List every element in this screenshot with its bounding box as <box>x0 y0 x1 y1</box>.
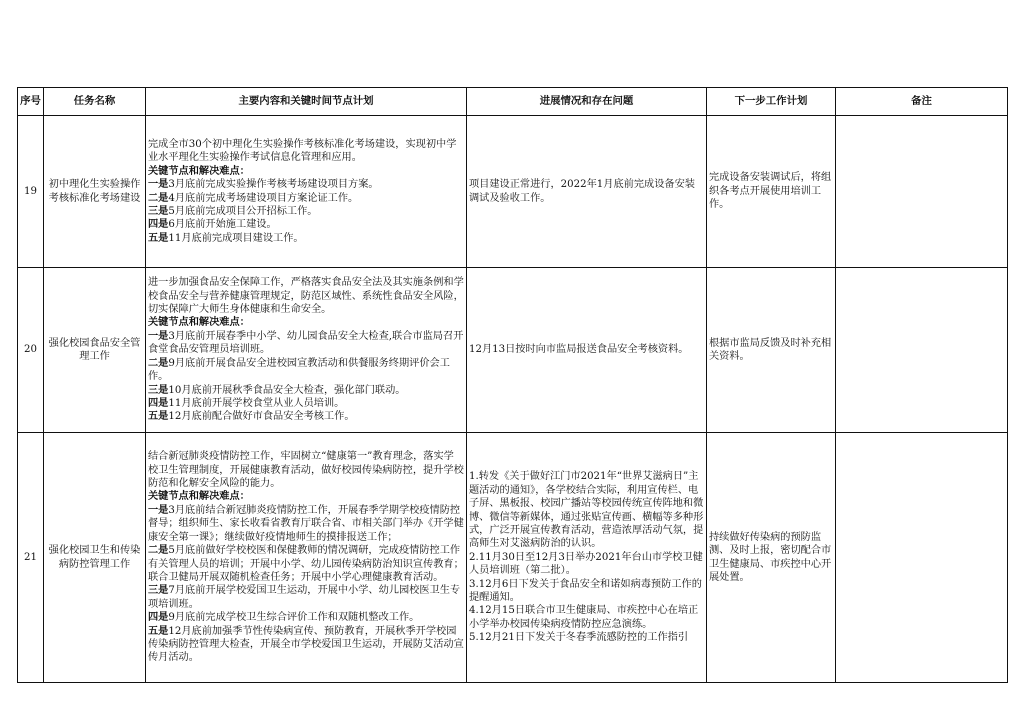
node-lead: 二是 <box>148 356 169 369</box>
row-next-plan: 持续做好传染病的预防监测、及时上报，密切配合市卫生健康局、市疾控中心开展处置。 <box>707 433 836 683</box>
node-lead: 五是 <box>148 231 169 244</box>
node-item <box>148 397 464 410</box>
node-item <box>148 192 464 205</box>
node-lead: 二是 <box>148 544 169 557</box>
key-nodes-label: 关键节点和解决难点： <box>148 490 250 503</box>
node-item <box>148 357 464 384</box>
node-lead: 四是 <box>148 218 169 231</box>
node-text: 12月底前加强季节性传染病宣传、预防教育，开展秋季开学校园传染病防控管理大检查，开展全市学校爱国卫生运动，开展防艾活动宣传月活动。 <box>148 625 464 664</box>
row-next-plan: 根据市监局反馈及时补充相关资料。 <box>707 268 836 433</box>
node-text: 3月底前开展春季中小学、幼儿园食品安全大检查,联合市监局召开食堂食品安管理员培训班。 <box>148 330 464 356</box>
node-lead: 三是 <box>148 383 169 396</box>
progress-item: 5.12月21日下发关于冬春季流感防控的工作指引 <box>469 632 689 644</box>
header-plan: 主要内容和关键时间节点计划 <box>146 88 467 116</box>
plan-intro: 结合新冠肺炎疫情防控工作，牢固树立“健康第一”教育理念，落实学校卫生管理制度，开展健康教育活动，做好校园传染病防控，提升学校防范和化解安全风险的能力。 <box>148 451 464 490</box>
node-text: 9月底前完成学校卫生综合评价工作和双随机整改工作。 <box>168 612 420 624</box>
header-progress: 进展情况和存在问题 <box>467 88 707 116</box>
node-item <box>148 625 464 665</box>
node-item <box>148 384 464 397</box>
table-row <box>18 433 1008 683</box>
progress-item: 2.11月30日至12月3日举办2021年台山市学校卫健人员培训班（第二批）。 <box>469 551 703 577</box>
header-seq: 序号 <box>18 88 44 116</box>
key-nodes-label: 关键节点和解决难点： <box>148 164 250 177</box>
node-text: 7月底前开展学校爱国卫生运动，开展中小学、幼儿园校医卫生专项培训班。 <box>148 585 461 610</box>
node-text: 11月底前完成项目建设工作。 <box>168 232 304 244</box>
node-text: 10月底前开展秋季食品安全大检查，强化部门联动。 <box>168 384 406 396</box>
table-row <box>18 268 1008 433</box>
row-remark <box>836 268 1008 433</box>
plan-intro: 完成全市30个初中理化生实验操作考核标准化考场建设，实现初中学业水平理化生实验操作考试信息化管理和应用。 <box>148 138 457 164</box>
progress-item: 3.12月6日下发关于食品安全和诺如病毒预防工作的提醒通知。 <box>469 578 702 604</box>
row-seq: 19 <box>18 116 44 268</box>
row-plan <box>146 433 467 683</box>
node-item <box>148 504 464 544</box>
progress-item: 4.12月15日联合市卫生健康局、市疾控中心在培正小学举办校园传染病疫情防控应急演练。 <box>469 605 699 630</box>
node-text: 3月底前完成实验操作考核考场建设项目方案。 <box>168 179 379 191</box>
node-text: 6月底前开始施工建设。 <box>168 219 277 231</box>
plan-intro: 进一步加强食品安全保障工作，严格落实食品安全法及其实施条例和学校食品安全与营养健康管理规定，防范区域性、系统性食品安全风险，切实保障广大师生身体健康和生命安全。 <box>148 277 464 316</box>
row-task-name: 强化校园食品安全管理工作 <box>44 268 146 433</box>
node-item <box>148 205 464 218</box>
node-item <box>148 584 464 611</box>
progress-item: 1.转发《关于做好江门市2021年“世界艾滋病日”主题活动的通知》，各学校结合实际，利用宣传栏、电子屏、黑板报、校园广播站等校园传统宣传阵地和微博、微信等新媒体，通过张贴宣传画、横幅等多种形式，广泛开展宣传教育活动，营造浓厚活动气氛，提高师生对艾滋病防治的认识。 <box>469 471 704 550</box>
node-lead: 一是 <box>148 503 169 516</box>
row-next-plan: 完成设备安装调试后，将组织各考点开展使用培训工作。 <box>707 116 836 268</box>
node-text: 4月底前完成考场建设项目方案论证工作。 <box>168 192 359 204</box>
row-seq: 21 <box>18 433 44 683</box>
row-task-name: 初中理化生实验操作考核标准化考场建设 <box>44 116 146 268</box>
node-text: 9月底前开展食品安全进校园宣教活动和供餐服务终期评价会工作。 <box>148 357 450 383</box>
node-item <box>148 611 464 624</box>
node-lead: 一是 <box>148 329 169 342</box>
row-progress <box>467 268 707 433</box>
node-text: 5月底前完成项目公开招标工作。 <box>168 205 318 217</box>
row-task-name: 强化校园卫生和传染病防控管理工作 <box>44 433 146 683</box>
node-text: 12月底前配合做好市食品安全考核工作。 <box>168 411 355 423</box>
row-plan <box>146 268 467 433</box>
node-lead: 三是 <box>148 204 169 217</box>
node-text: 5月底前做好学校校医和保健教师的情况调研，完成疫情防控工作有关管理人员的培训；开展中小学、幼儿园传染病防治知识宣传教育；联合卫健局开展双随机检查任务；开展中小学心理健康教育活动。 <box>148 545 464 583</box>
row-remark <box>836 116 1008 268</box>
row-plan <box>146 116 467 268</box>
node-item <box>148 330 464 357</box>
header-next-plan: 下一步工作计划 <box>707 88 836 116</box>
row-seq: 20 <box>18 268 44 433</box>
key-nodes-label: 关键节点和解决难点： <box>148 316 250 329</box>
header-task-name: 任务名称 <box>44 88 146 116</box>
node-text: 3月底前结合新冠肺炎疫情防控工作，开展春季学期学校疫情防控督导；组织师生、家长收看省教育厅联合省、市相关部门举办《开学健康安全第一课》；继续做好疫情地师生的摸排报送工作； <box>148 504 464 543</box>
node-item <box>148 410 464 423</box>
node-lead: 一是 <box>148 178 169 191</box>
node-item <box>148 178 464 191</box>
work-plan-table <box>17 87 1008 683</box>
node-lead: 五是 <box>148 624 169 637</box>
node-item <box>148 218 464 231</box>
table-header-row <box>18 88 1008 116</box>
node-item <box>148 232 464 245</box>
node-item <box>148 544 464 584</box>
header-remark: 备注 <box>836 88 1008 116</box>
progress-item: 12月13日按时向市监局报送食品安全考核资料。 <box>469 344 689 356</box>
row-progress <box>467 433 707 683</box>
node-lead: 三是 <box>148 584 169 597</box>
table-row <box>18 116 1008 268</box>
node-lead: 五是 <box>148 410 169 423</box>
node-text: 11月底前开展学校食堂从业人员培训。 <box>168 397 345 409</box>
row-remark <box>836 433 1008 683</box>
node-lead: 二是 <box>148 191 169 204</box>
node-lead: 四是 <box>148 611 169 624</box>
progress-item: 项目建设正常进行，2022年1月底前完成设备安装调试及验收工作。 <box>469 179 695 204</box>
row-progress <box>467 116 707 268</box>
node-lead: 四是 <box>148 396 169 409</box>
